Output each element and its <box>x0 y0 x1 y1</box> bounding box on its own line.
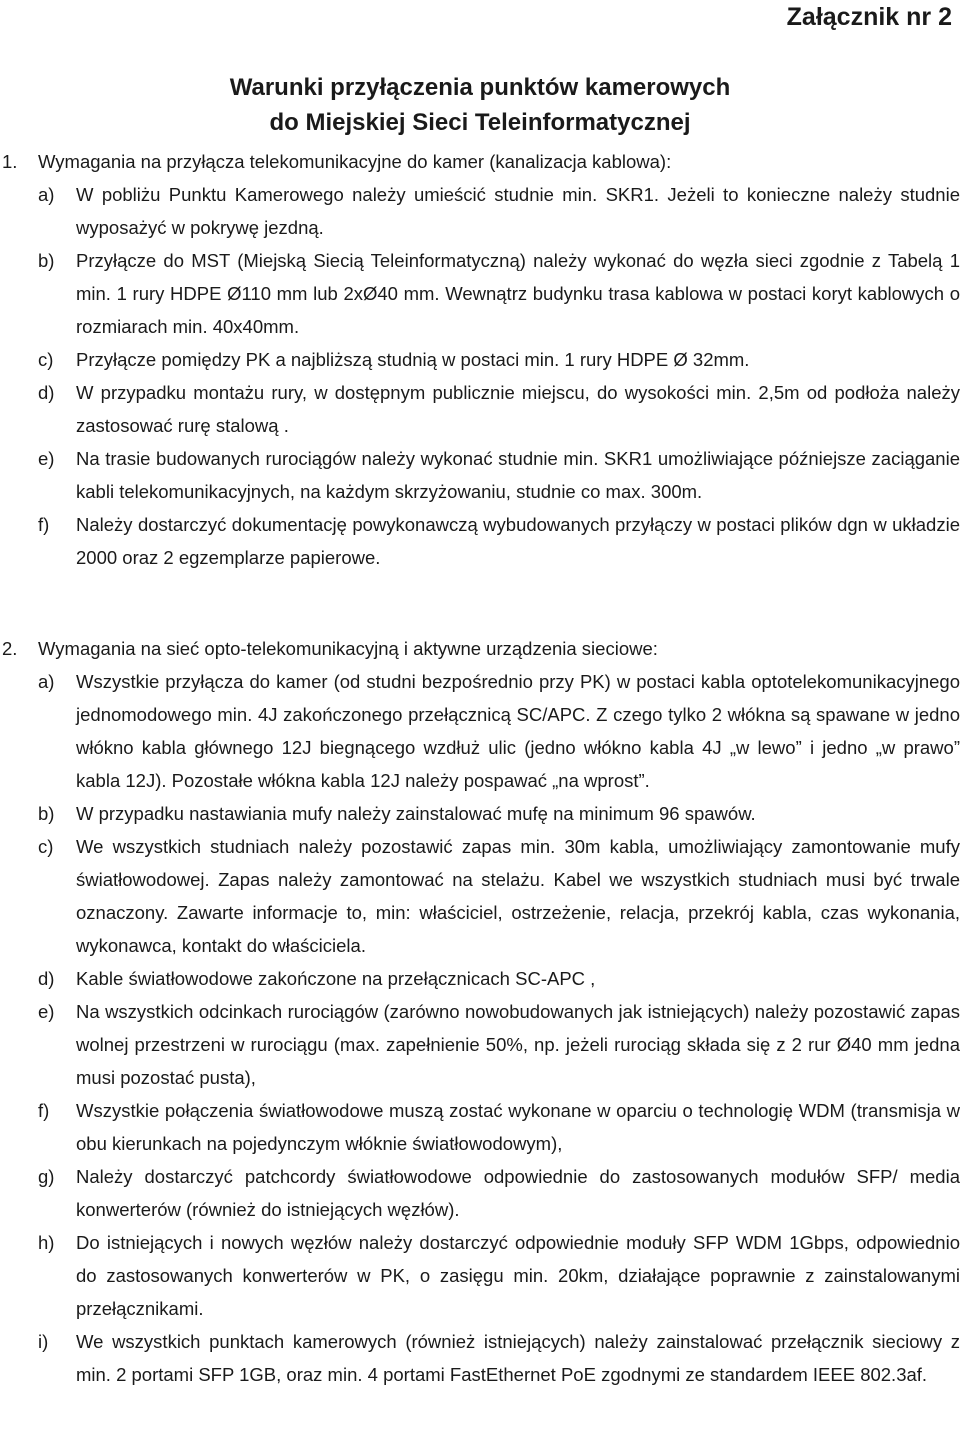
list-item-marker: e) <box>38 1001 55 1022</box>
section-heading-text: Wymagania na przyłącza telekomunikacyjne do kamer (kanalizacja kablowa): <box>38 151 672 172</box>
list-item <box>0 442 960 508</box>
list-item <box>0 995 960 1094</box>
list-item-text: Na trasie budowanych rurociągów należy wykonać studnie min. SKR1 umożliwiające późniejsze zaciąganie kabli telekomunikacyjnych, na każdym skrzyżowaniu, studnie co max. 300m. <box>76 448 960 502</box>
list-item-marker: c) <box>38 349 54 370</box>
annex-label: Załącznik nr 2 <box>786 3 952 31</box>
list-item-text: Kable światłowodowe zakończone na przełącznicach SC-APC , <box>76 968 596 989</box>
list-item-marker: b) <box>38 250 55 271</box>
list-item <box>0 343 960 376</box>
list-item <box>0 665 960 797</box>
section-2 <box>0 632 960 1391</box>
list-item <box>0 178 960 244</box>
list-item-marker: e) <box>38 448 55 469</box>
list-item <box>0 376 960 442</box>
list-item-text: Należy dostarczyć patchcordy światłowodowe odpowiednie do zastosowanych modułów SFP/ media konwerterów (również do istniejących węzłów). <box>76 1166 960 1220</box>
list-item-marker: c) <box>38 836 54 857</box>
list-item <box>0 1325 960 1391</box>
list-item <box>0 1226 960 1325</box>
list-item-text: W pobliżu Punktu Kamerowego należy umieścić studnie min. SKR1. Jeżeli to konieczne należy studnie wyposażyć w pokrywę jezdną. <box>76 184 960 238</box>
section-number: 2. <box>2 638 18 659</box>
list-item-text: We wszystkich punktach kamerowych (również istniejących) należy zainstalować przełącznik sieciowy z min. 2 portami SFP 1GB, oraz min. 4 portami FastEthernet PoE zgodnymi ze standardem IEEE 802.3af. <box>76 1331 960 1385</box>
list-item-marker: a) <box>38 184 55 205</box>
list-item-text: Należy dostarczyć dokumentację powykonawczą wybudowanych przyłączy w postaci plików dgn w układzie 2000 oraz 2 egzemplarze papierowe. <box>76 514 960 568</box>
section-heading-text: Wymagania na sieć opto-telekomunikacyjną i aktywne urządzenia sieciowe: <box>38 638 658 659</box>
document-title-line-1: Warunki przyłączenia punktów kamerowych <box>229 74 731 101</box>
list-item-text: Na wszystkich odcinkach rurociągów (zarówno nowobudowanych jak istniejących) należy pozostawić zapas wolnej przestrzeni w rurociągu (max. zapełnienie 50%, np. jeżeli rurociąg składa się z 2 rur Ø40 mm jedna musi pozostać pusta), <box>76 1001 960 1088</box>
list-item-text: Przyłącze do MST (Miejską Siecią Teleinformatyczną) należy wykonać do węzła sieci zgodnie z Tabelą 1 min. 1 rury HDPE Ø110 mm lub 2xØ40 mm. Wewnątrz budynku trasa kablowa w postaci koryt kablowych o rozmiarach min. 40x40mm. <box>76 250 960 337</box>
section-heading <box>2 632 960 665</box>
list-item-marker: a) <box>38 671 55 692</box>
section-number: 1. <box>2 151 18 172</box>
list-item-marker: g) <box>38 1166 55 1187</box>
section-heading <box>2 145 960 178</box>
list-item-text: W przypadku nastawiania mufy należy zainstalować mufę na minimum 96 spawów. <box>76 803 756 824</box>
list-item-marker: i) <box>38 1331 49 1352</box>
list-item-text: Wszystkie połączenia światłowodowe muszą zostać wykonane w oparciu o technologię WDM (transmisja w obu kierunkach na pojedynczym włóknie światłowodowym), <box>76 1100 960 1154</box>
list-item <box>0 508 960 574</box>
document-title-line-2: do Miejskiej Sieci Teleinformatycznej <box>269 109 691 136</box>
section-1 <box>0 145 960 574</box>
list-item-marker: f) <box>38 1100 50 1121</box>
list-item <box>0 1160 960 1226</box>
list-item-text: Przyłącze pomiędzy PK a najbliższą studnią w postaci min. 1 rury HDPE Ø 32mm. <box>76 349 750 370</box>
list-item-marker: h) <box>38 1232 55 1253</box>
list-item <box>0 244 960 343</box>
list-item-text: Do istniejących i nowych węzłów należy dostarczyć odpowiednie moduły SFP WDM 1Gbps, odpowiednio do zastosowanych konwerterów w PK, o zasięgu min. 20km, działające poprawnie z zainstalowanymi przełącznikami. <box>76 1232 960 1319</box>
list-item-text: W przypadku montażu rury, w dostępnym publicznie miejscu, do wysokości min. 2,5m od podłoża należy zastosować rurę stalową . <box>76 382 960 436</box>
list-item-text: We wszystkich studniach należy pozostawić zapas min. 30m kabla, umożliwiający zamontowanie mufy światłowodowej. Zapas należy zamontować na stelażu. Kabel we wszystkich studniach musi być trwale oznaczony. Zawarte informacje to, min: właściciel, ostrzeżenie, relacja, przekrój kabla, czas wykonania, wykonawca, kontakt do właściciela. <box>76 836 960 956</box>
list-item-text: Wszystkie przyłącza do kamer (od studni bezpośrednio przy PK) w postaci kabla optotelekomunikacyjnego jednomodowego min. 4J zakończonego przełącznicą SC/APC. Z czego tylko 2 włókna są spawane w jedno włókno kabla głównego 12J biegnącego wzdłuż ulic (jedno włókno kabla 4J „w lewo” i jedno „w prawo” kabla 12J). Pozostałe włókna kabla 12J należy pospawać „na wprost”. <box>76 671 960 791</box>
document-title <box>0 70 960 140</box>
list-item-marker: f) <box>38 514 50 535</box>
list-item-marker: b) <box>38 803 55 824</box>
list-item <box>0 1094 960 1160</box>
list-item <box>0 830 960 962</box>
list-item <box>0 962 960 995</box>
list-item-marker: d) <box>38 382 55 403</box>
list-item <box>0 797 960 830</box>
list-item-marker: d) <box>38 968 55 989</box>
